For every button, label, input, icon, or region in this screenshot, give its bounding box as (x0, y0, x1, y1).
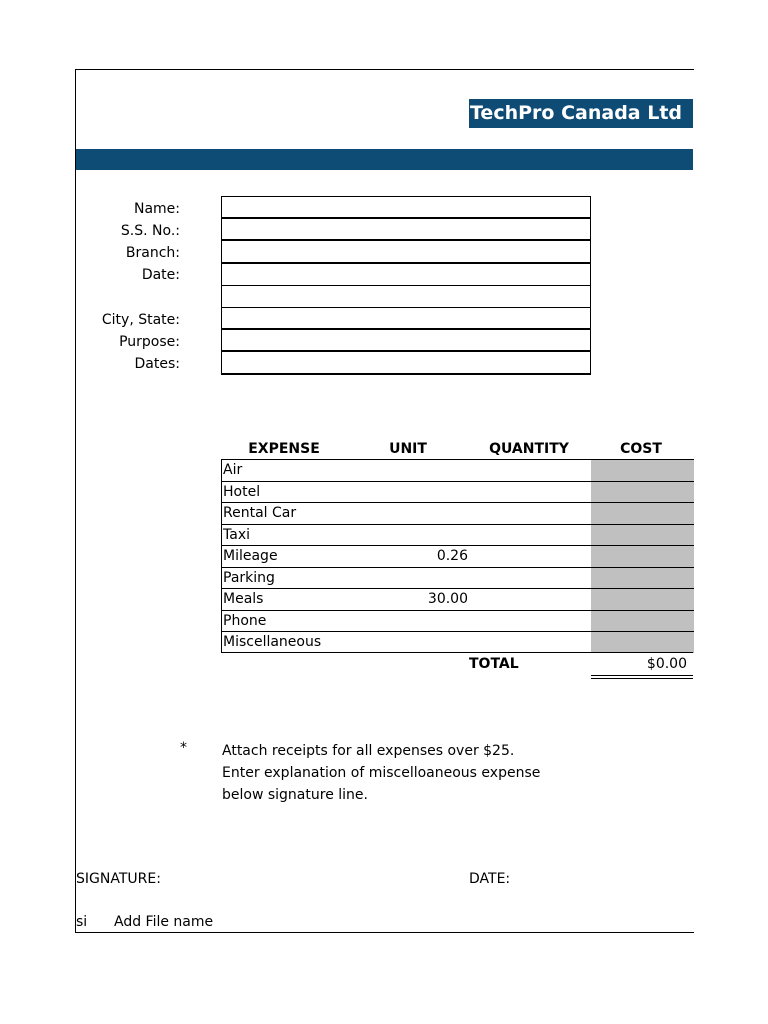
name-field[interactable] (221, 196, 591, 219)
expense-row-hotel (221, 481, 693, 503)
expense-row-phone (221, 610, 693, 632)
label-city-state: City, State: (101, 312, 180, 328)
expense-row-taxi (221, 524, 693, 546)
label-dates: Dates: (134, 356, 180, 372)
col-expense: EXPENSE (248, 441, 320, 457)
expense-name: Hotel (223, 483, 261, 500)
total-underline (591, 678, 693, 679)
expense-unit: 30.00 (427, 591, 468, 607)
expense-cost-cell[interactable] (591, 631, 694, 653)
branch-field[interactable] (221, 240, 591, 264)
expense-name: Rental Car (223, 505, 297, 521)
label-branch: Branch: (125, 245, 180, 261)
col-unit: UNIT (389, 441, 427, 457)
label-purpose: Purpose: (119, 334, 180, 350)
expense-row-parking (221, 567, 693, 589)
label-blank (76, 286, 180, 308)
expense-name: Taxi (223, 526, 250, 543)
expense-cost-cell[interactable] (591, 545, 694, 567)
expense-cost-cell[interactable] (591, 481, 694, 503)
expense-row-mileage (221, 545, 693, 567)
total-value: $0.00 (646, 656, 687, 672)
dates-field[interactable] (221, 351, 591, 375)
ss-no-field[interactable] (221, 218, 591, 241)
expense-row-miscellaneous (221, 631, 693, 653)
expense-name: Meals (223, 591, 264, 607)
city-state-field[interactable] (221, 307, 591, 330)
expense-row-air (221, 459, 693, 481)
label-ss-no: S.S. No.: (120, 223, 180, 239)
expense-unit: 0.26 (436, 548, 468, 564)
expense-name: Mileage (223, 548, 278, 564)
total-underline (591, 675, 693, 676)
expense-cost-cell[interactable] (591, 610, 694, 632)
expense-name: Miscellaneous (223, 634, 322, 650)
expense-cost-cell[interactable] (591, 524, 694, 546)
label-name: Name: (133, 201, 180, 217)
label-date: Date: (141, 267, 180, 283)
total-label: TOTAL (469, 656, 519, 672)
note-line: Enter explanation of miscelloaneous expense (222, 765, 541, 781)
date-signature-label: DATE: (469, 871, 511, 887)
signature-label: SIGNATURE: (76, 871, 161, 887)
col-cost: COST (620, 441, 662, 457)
expense-cost-cell[interactable] (591, 502, 694, 524)
expense-name: Parking (223, 569, 275, 586)
expense-cost-cell[interactable] (591, 459, 694, 481)
table-bottom-border (221, 652, 693, 653)
note-marker: * (180, 740, 187, 756)
company-title: TechPro Canada Ltd (469, 99, 693, 128)
expense-row-meals (221, 588, 693, 610)
footer-code: si (76, 914, 88, 930)
note-line: Attach receipts for all expenses over $25. (222, 743, 515, 759)
expense-name: Air (223, 462, 243, 478)
purpose-field[interactable] (221, 329, 591, 352)
extra-field[interactable] (221, 285, 591, 308)
expense-cost-cell[interactable] (591, 567, 694, 589)
expense-name: Phone (223, 612, 267, 629)
footer-file-name: Add File name (114, 914, 214, 930)
header-band (76, 149, 693, 170)
date-field[interactable] (221, 263, 591, 286)
col-quantity: QUANTITY (489, 441, 569, 457)
expense-cost-cell[interactable] (591, 588, 694, 610)
note-line: below signature line. (222, 787, 368, 803)
expense-row-rental-car (221, 502, 693, 524)
